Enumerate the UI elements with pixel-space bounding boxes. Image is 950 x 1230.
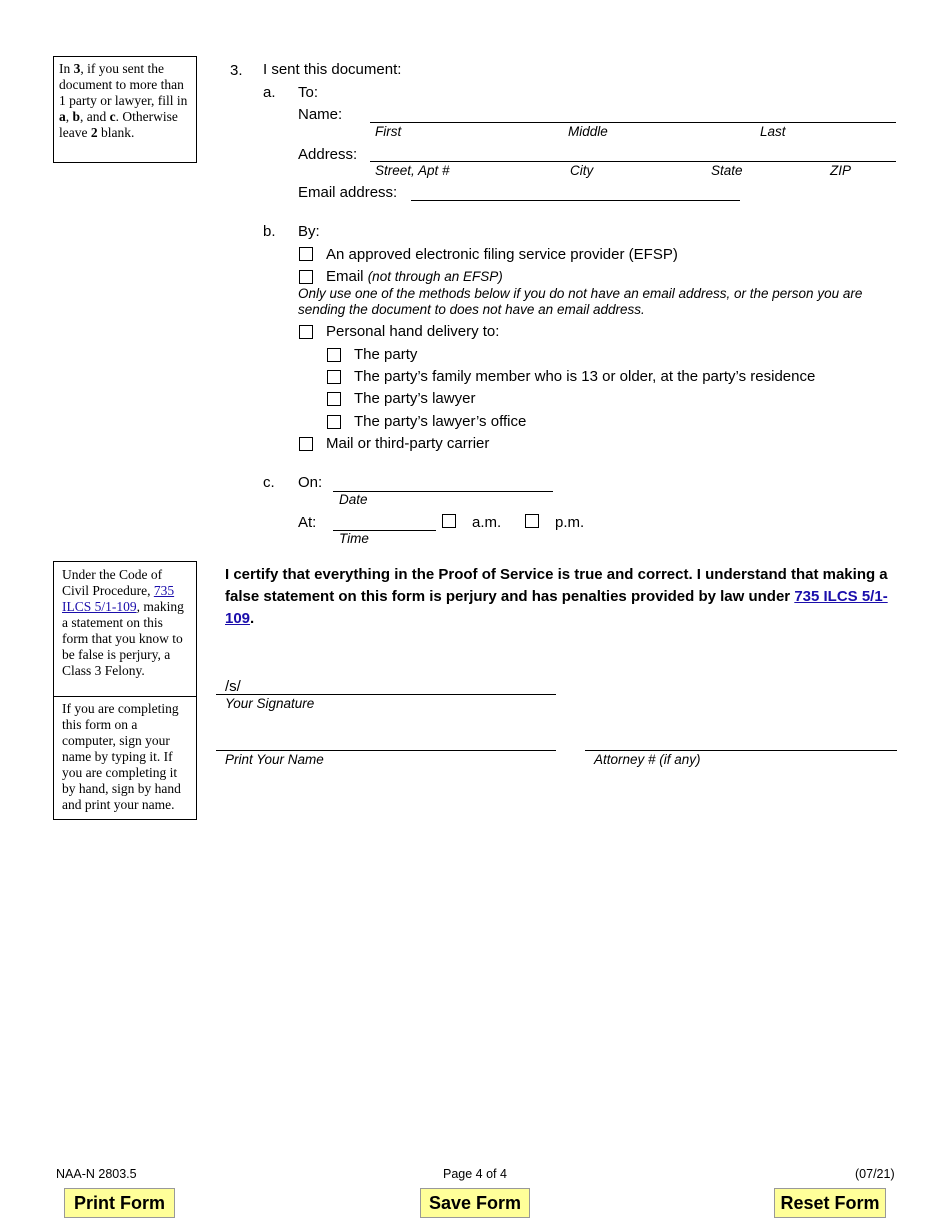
pm-label: p.m. [555,514,585,531]
page-number: Page 4 of 4 [443,1167,507,1181]
reset-form-button[interactable]: Reset Form [774,1188,886,1218]
signing-instruction-note: If you are completing this form on a computer, sign your name by typing it. If you are completing it by hand, sign by hand and print your name. [53,696,197,820]
first-name-hint: First [375,124,402,139]
name-label: Name: [298,106,343,123]
am-label: a.m. [472,514,502,531]
party-lawyer-checkbox[interactable] [327,392,341,406]
print-name-hint: Print Your Name [225,752,324,767]
mail-label: Mail or third-party carrier [326,435,490,452]
item-a-letter: a. [263,84,276,101]
print-form-button[interactable]: Print Form [64,1188,175,1218]
item-c-letter: c. [263,474,275,491]
date-hint: Date [339,492,368,507]
zip-hint: ZIP [830,163,852,178]
street-hint: Street, Apt # [375,163,450,178]
middle-name-hint: Middle [568,124,608,139]
email-label: Email address: [298,184,398,201]
signature-value[interactable]: /s/ [225,678,241,695]
perjury-note: Under the Code of Civil Procedure, 735 ILCS 5/1-109, making a statement on this form that you know to be false is perjury, a Class 3 Felony. [53,561,197,697]
address-label: Address: [298,146,358,163]
by-label: By: [298,223,320,240]
instruction-note-section3: In 3, if you sent the document to more than 1 party or lawyer, fill in a, b, and c. Otherwise leave 2 blank. [53,56,197,163]
item-b-letter: b. [263,223,276,240]
signature-line[interactable] [216,694,556,695]
time-hint: Time [339,531,369,546]
efsp-checkbox[interactable] [299,247,313,261]
mail-checkbox[interactable] [299,437,313,451]
name-input[interactable] [370,122,896,123]
personal-delivery-checkbox[interactable] [299,325,313,339]
on-label: On: [298,474,323,491]
section3-number: 3. [230,62,243,79]
email-input[interactable] [411,200,740,201]
pm-checkbox[interactable] [525,514,539,528]
email-checkbox[interactable] [299,270,313,284]
city-hint: City [570,163,594,178]
last-name-hint: Last [760,124,786,139]
section3-heading: I sent this document: [263,61,402,78]
perjury-note-statute-link[interactable]: 735 ILCS 5/1-109 [62,583,175,614]
form-code: NAA-N 2803.5 [56,1167,137,1181]
signature-hint: Your Signature [225,696,315,711]
state-hint: State [711,163,743,178]
lawyer-office-checkbox[interactable] [327,415,341,429]
lawyer-office-label: The party’s lawyer’s office [354,413,527,430]
email-option [326,268,503,285]
efsp-label: An approved electronic filing service provider (EFSP) [326,246,678,263]
attorney-number-hint: Attorney # (if any) [594,752,701,767]
save-form-button[interactable]: Save Form [420,1188,530,1218]
family-member-checkbox[interactable] [327,370,341,384]
certification-statement: I certify that everything in the Proof of Service is true and correct. I understand that making a false statement on this form is perjury and has penalties provided by law under 735 ILCS 5/1-109. [225,566,888,627]
party-lawyer-label: The party’s lawyer [354,390,476,407]
to-label: To: [298,84,319,101]
email-option-label: Email [326,268,364,285]
attorney-number-input[interactable] [585,750,897,751]
address-input[interactable] [370,161,896,162]
party-checkbox[interactable] [327,348,341,362]
print-name-input[interactable] [216,750,556,751]
at-label: At: [298,514,317,531]
method-instruction: Only use one of the methods below if you do not have an email address, or the person you are sending the document to does not have an email address. [298,286,863,317]
party-label: The party [354,346,418,363]
family-member-label: The party’s family member who is 13 or older, at the party’s residence [354,368,816,385]
am-checkbox[interactable] [442,514,456,528]
email-option-hint: (not through an EFSP) [367,269,503,284]
certification-statute-link[interactable]: 735 ILCS 5/1-109 [225,588,888,627]
personal-delivery-label: Personal hand delivery to: [326,323,500,340]
revision-date: (07/21) [855,1167,895,1181]
